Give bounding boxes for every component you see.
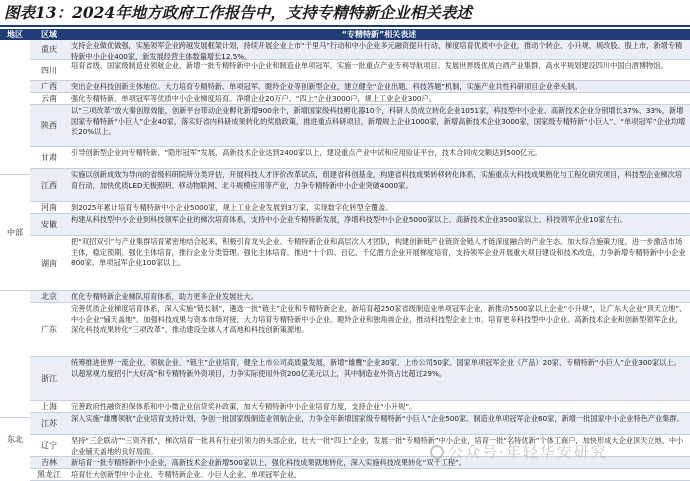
header-content: “专精特新”相关表述	[341, 30, 417, 39]
province-cell: 甘肃	[30, 147, 68, 169]
statement-cell: 培育省级、国家级制造业领航企业，新增一批专精特新中小企业和制造业单项冠军，实施一批重点产业专利导航项目。发展世界级优质白酒产业集群，高水平规划建设四川中国白酒博物馆。	[68, 60, 690, 81]
title-divider	[0, 25, 690, 27]
statement-cell: 优化专精特新企业梯队培育体系，助力更多企业发展壮大。	[68, 291, 690, 303]
province-cell: 广东	[30, 303, 68, 357]
statement-cell: 深入实施“雄鹰领航”企业培育支持计划，争创一批国家级制造业领航企业，力争全年新增国家级专精特新“小巨人”企业500家、制造业单项冠军企业60家，新增一批国家中小企业特色产业集群。	[68, 413, 690, 435]
province-cell: 江苏	[30, 413, 68, 435]
statement-cell: 以“三项改革”放大秦创原效能，创新平台带动企业孵化新增900余个，新增国家级科技孵化器10个，科研人员成立转化企业1051家，科技型中小企业、高新技术企业分别增长37%、33%，新增国家专精特新“小巨人”企业40家，落实好省内科研成果转化的奖励政策，推进重点科研项目，新增规上企业1000家，新增高新技术企业3000家，国家级专精特新“小巨人”、“单项冠军”企业均增长20%以上。	[68, 105, 690, 147]
statement-cell: 统筹推进世界一流企业、领航企业、“链主”企业培育，健全上市公司高质量发展，新增“雄鹰”企业30家、上市公司50家、国家单项冠军企业（产品）20家、专精特新“小巨人”企业300家以上。以超常规力度招引“大好高”和专精特新外资项目，力争实际使用外资200亿美元以上，其中制造业外资占比超过29%。	[68, 357, 690, 401]
statement-cell: 强化专精特新、单项冠军等优质中小企业梯度培育。净增企业20万户、“四上”企业3000户，规上工业企业300户。	[68, 93, 690, 105]
statement-cell: 完善政府性融资担保体系和中小微企业信贷奖补政策，加大专精特新中小企业培育力度，支持企业“小升规”。	[68, 401, 690, 413]
header-province: 区域	[41, 30, 57, 39]
policy-table	[0, 29, 690, 479]
statement-cell: 突出企业科技创新主体地位。大力培育专精特新、单项冠军、瞪羚企业等创新型企业，建立健全“企业出题、科技答题”机制，实施产业共性科研项目企业牵头制。	[68, 81, 690, 93]
province-cell: 吉林	[30, 457, 68, 469]
province-cell: 重庆	[30, 40, 68, 60]
region-cell-northeast: 东北	[7, 434, 23, 444]
figure-title: 图表13：2024年地方政府工作报告中，支持专精特新企业相关表述	[4, 3, 472, 22]
statement-cell: 实施以创新成效为导向的省级科研院所分类评估，开展科技人才评价改革试点，组建省科创基金，构建省科技成果转移转化体系，实施重点大科技成果熟化与工程化研究项目，科技型企业梯次培育行动，加快优质LED无极照明、移动物联网、北斗规模应用等产业，力争专精特新中小企业突破4000家。	[68, 169, 690, 202]
statement-cell: 新培育一批专精特新中小企业，高新技术企业新增500家以上，强化科技成果就地转化，深入实施科技成果转化“双千工程”。	[68, 457, 690, 469]
statement-cell: 引导创新型企业向专精特新、“隐形冠军”发展，高新技术企业达到2400家以上，建设重点产业中试和应用验证平台，技术合同成交额达到500亿元。	[68, 147, 690, 169]
statement-cell: 完善优质企业梯度培育体系，深入实施“链长制”，遴选一批“链主”企业和专精特新企业，新培育超250家省级制造业单项冠军企业，新推动5500家以上企业“小升规”，让广东大企业“顶天立地”、中小企业“铺天盖地”。加强科技成果与资本市场对接，大力培育专精特新中小企业、瞪羚企业和独角兽企业，推动科技型企业上市。培育更多科技型中小企业、高新技术企业和创新型领军企业，深化科技成果转化“三项改革”，推动建设全球人才高地和科技创新策源地。	[68, 303, 690, 357]
watermark	[430, 443, 690, 461]
region-cell-central: 中部	[0, 175, 30, 291]
province-cell: 北京	[30, 291, 68, 303]
statement-cell: 到2025年累计培育专精特新中小企业5000家，规上工业企业发展到3万家，实现数字化转型全覆盖。	[68, 202, 690, 214]
region-cell-blank-west	[0, 40, 30, 175]
statement-cell: 支持企业做优做强，实施领军企业跨越发展框架计划，持续开展企业上市“千里马”行动和中小企业多元融资提升行动，梯度培育优质中小企业，推动个转企、小升规、规改股、股上市，新增专精特新中小企业400家，新发展经营主体数量增长12.5%。	[68, 40, 690, 60]
province-cell: 云南	[30, 93, 68, 105]
province-cell: 辽宁	[30, 435, 68, 457]
wechat-icon	[430, 445, 444, 459]
province-cell: 四川	[30, 60, 68, 81]
statement-cell: 把“双招双引”与产业集群培育紧密地结合起来，积极引育龙头企业、专精特新企业和高层次人才团队，构建创新链产业链资金链人才链深度融合的产业生态。加大综合施策力度，进一步激活市场主体，稳定预期、强化主体培育，推行企业分类管理。强化主体培育。推进“十个四、百亿、千亿潜力企业开展梯度培育，支持领军企业开展重大项目建设和技术改造，力争新增专精特新中小企业800家，单项冠军企业100家以上。	[68, 236, 690, 291]
province-cell: 江西	[30, 169, 68, 202]
province-cell: 陕西	[30, 105, 68, 147]
province-cell: 湖南	[30, 236, 68, 291]
province-cell: 河南	[30, 202, 68, 214]
statement-cell: 坚持“三企联动”“三资齐抓”，梯次培育一批具有行业引领力的头部企业，壮大一批“四上”企业，发展一批“专精特新”中小企业，培育一批“名特优新”个体工商户，加快形成大企业顶天立地、中小企业铺天盖地的良好局面。	[68, 435, 690, 457]
statement-cell: 构建从科技型中小企业到科技领军企业的梯次培育体系，支持中小企业专精特新发展，净增科技型中小企业5000家以上、高新技术企业3500家以上、科技领军企业10家左右。	[68, 214, 690, 236]
statement-cell: 培育壮大创新型中小企业、专精特新企业、小巨人企业、单项冠军企业，	[68, 469, 690, 481]
header-region: 地区	[7, 30, 23, 39]
table-header	[0, 29, 690, 40]
province-cell: 上海	[30, 401, 68, 413]
province-cell: 安徽	[30, 214, 68, 236]
province-cell: 广西	[30, 81, 68, 93]
province-cell: 浙江	[30, 357, 68, 401]
region-cell-blank-east	[0, 291, 30, 418]
watermark-text: 公众号·年轻华安研究	[448, 443, 608, 461]
province-cell: 黑龙江	[30, 469, 68, 481]
